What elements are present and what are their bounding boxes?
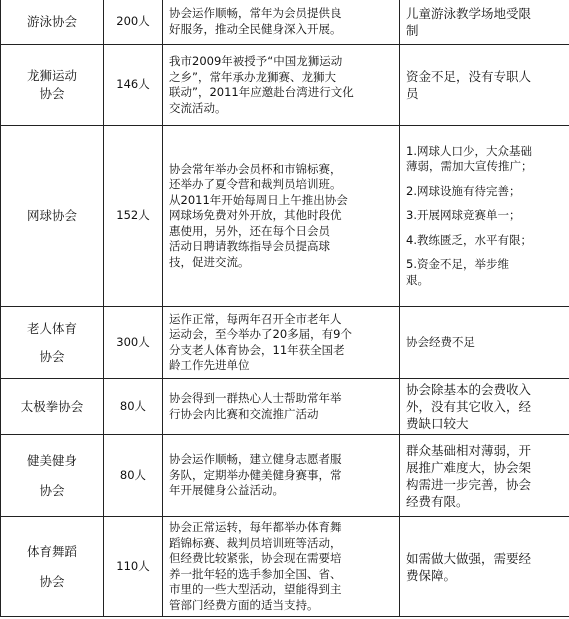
desc-line: 协会运作顺畅，常年为会员提供良 xyxy=(169,6,342,20)
issue-spacer xyxy=(406,248,565,257)
name-line: 龙狮运动 xyxy=(26,68,77,83)
operation-description xyxy=(163,0,400,45)
desc-line: 协会正常运转，每年都举办体育舞 xyxy=(169,520,342,534)
name-line: 协会 xyxy=(39,86,65,101)
existing-problems xyxy=(400,517,569,617)
issue-spacer xyxy=(406,175,565,184)
existing-problems xyxy=(400,435,569,517)
issue-line: 外，没有其它收入，经 xyxy=(406,399,532,414)
association-name xyxy=(1,45,104,126)
issue-line: 5.资金不足，举步维 xyxy=(406,257,509,272)
operation-description xyxy=(163,435,400,517)
issue-line: 儿童游泳教学场地受限 xyxy=(406,5,532,21)
member-count: 152人 xyxy=(104,126,163,307)
desc-line: 分支老人体育协会，11年获全国老 xyxy=(169,342,345,357)
existing-problems xyxy=(400,45,569,126)
member-count: 200人 xyxy=(104,0,163,45)
issue-line: 群众基础相对薄弱，开 xyxy=(406,442,532,458)
desc-line: 之乡”，常年承办龙狮赛、龙狮大 xyxy=(169,69,336,84)
association-name xyxy=(1,517,104,617)
issue-line: 协会经费不足 xyxy=(406,334,475,349)
operation-description xyxy=(163,379,400,435)
desc-line: 好服务，推动全民健身深入开展。 xyxy=(169,21,342,36)
table-row xyxy=(1,126,569,307)
name-line: 游泳协会 xyxy=(26,13,77,29)
issue-line: 协会除基本的会费收入 xyxy=(406,382,532,397)
desc-line: 网球场免费对外开放，其他时段优 xyxy=(169,208,342,223)
desc-line: 年开展健身公益活动。 xyxy=(169,483,284,498)
desc-line: 养一批年轻的选手参加全国、省、 xyxy=(169,566,342,581)
table-row xyxy=(1,0,569,45)
desc-line: 技，促进交流。 xyxy=(169,254,250,269)
issue-line: 薄弱，需加大宣传推广； xyxy=(406,159,533,174)
issue-line: 构需进一步完善，协会 xyxy=(406,476,532,492)
issue-line: 费缺口较大 xyxy=(406,416,469,431)
desc-line: 运动会，至今举办了20多届，有9个 xyxy=(169,327,352,341)
name-line: 体育舞蹈 xyxy=(26,543,77,559)
issue-line: 员 xyxy=(406,86,419,101)
issue-line: 艰。 xyxy=(406,272,429,287)
desc-line: 协会得到一群热心人士帮助常年举 xyxy=(169,391,342,405)
table-row xyxy=(1,379,569,435)
issue-line: 1.网球人口少，大众基础 xyxy=(406,143,532,158)
existing-problems xyxy=(400,126,569,307)
association-name xyxy=(1,0,104,45)
association-name xyxy=(1,379,104,435)
name-line: 协会 xyxy=(39,482,65,498)
desc-line: 惠使用，另外，还在每个日会员 xyxy=(169,223,330,238)
issue-line: 经费有限。 xyxy=(406,493,469,509)
desc-line: 运作正常，每两年召开全市老年人 xyxy=(169,311,342,326)
name-line: 协会 xyxy=(39,573,65,589)
desc-line: 蹈锦标赛、裁判员培训班等活动， xyxy=(169,535,342,550)
association-name xyxy=(1,126,104,307)
table-row xyxy=(1,517,569,617)
desc-line: 行协会内比赛和交流推广活动 xyxy=(169,406,319,421)
member-count: 110人 xyxy=(104,517,163,617)
desc-line: 协会常年举办会员杯和市锦标赛， xyxy=(169,161,342,176)
issue-line: 4.教练匮乏，水平有限； xyxy=(406,232,532,247)
issue-line: 资金不足，没有专职人 xyxy=(406,69,532,84)
issue-line: 2.网球设施有待完善； xyxy=(406,183,521,198)
member-count: 80人 xyxy=(104,379,163,435)
member-count: 146人 xyxy=(104,45,163,126)
existing-problems xyxy=(400,0,569,45)
operation-description xyxy=(163,45,400,126)
existing-problems xyxy=(400,307,569,379)
desc-line: 从2011年开始每周日上午推出协会 xyxy=(169,192,348,207)
table-row xyxy=(1,45,569,126)
member-count: 80人 xyxy=(104,435,163,517)
table-row xyxy=(1,307,569,379)
association-name xyxy=(1,435,104,517)
desc-line: 活动日聘请教练指导会员提高球 xyxy=(169,239,330,254)
name-line: 老人体育 xyxy=(26,320,77,336)
desc-line: 联动”，2011年应邀赴台湾进行文化 xyxy=(169,85,354,99)
desc-line: 市里的一些大型活动，望能得到主 xyxy=(169,582,342,596)
name-line: 健美健身 xyxy=(26,452,77,468)
desc-line: 务队，定期举办健美健身赛事，常 xyxy=(169,467,342,482)
existing-problems xyxy=(400,379,569,435)
desc-line: 交流活动。 xyxy=(169,100,227,115)
association-name xyxy=(1,307,104,379)
table-row xyxy=(1,435,569,517)
desc-line: 我市2009年被授予“中国龙狮运动 xyxy=(169,54,343,68)
issue-line: 3.开展网球竞赛单一； xyxy=(406,208,521,223)
desc-line: 管部门经费方面的适当支持。 xyxy=(169,597,319,612)
name-line: 网球协会 xyxy=(26,208,77,223)
desc-line: 但经费比较紧张，协会现在需要培 xyxy=(169,551,342,565)
issue-spacer xyxy=(406,199,565,208)
issue-line: 如需做大做强，需要经 xyxy=(406,550,532,566)
operation-description xyxy=(163,126,400,307)
desc-line: 还举办了夏令营和裁判员培训班。 xyxy=(169,177,342,192)
name-line: 协会 xyxy=(39,348,65,364)
name-line: 太极拳协会 xyxy=(20,398,84,414)
desc-line: 协会运作顺畅，建立健身志愿者服 xyxy=(169,452,342,467)
issue-line: 展推广难度大，协会架 xyxy=(406,459,532,475)
desc-line: 龄工作先进单位 xyxy=(169,358,250,372)
issue-line: 费保障。 xyxy=(406,567,457,583)
issue-spacer xyxy=(406,224,565,233)
operation-description xyxy=(163,517,400,617)
operation-description xyxy=(163,307,400,379)
member-count: 300人 xyxy=(104,307,163,379)
issue-line: 制 xyxy=(406,22,419,38)
